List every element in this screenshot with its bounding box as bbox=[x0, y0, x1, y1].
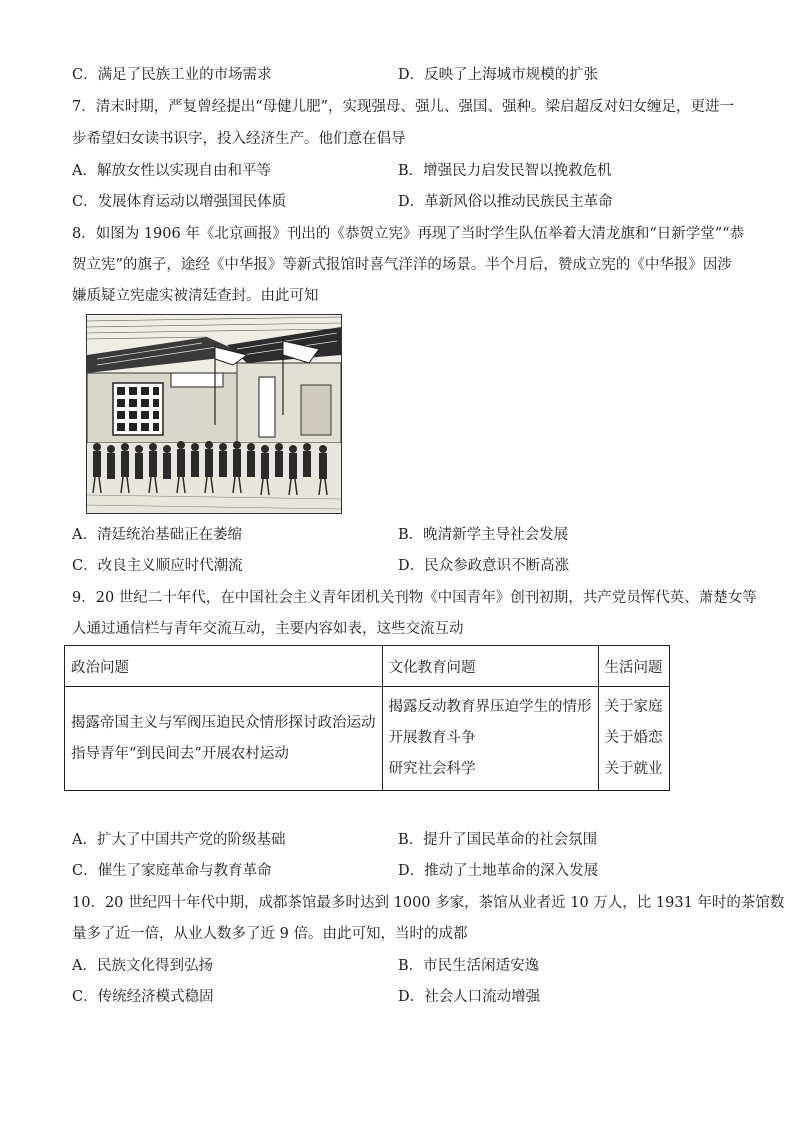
table-header-row bbox=[65, 646, 670, 687]
political-item: 揭露帝国主义与军阀压迫民众情形探讨政治运动 bbox=[71, 714, 376, 731]
q10-option-d: D．社会人口流动增强 bbox=[398, 989, 541, 1005]
q10-stem-line-1: 10．20 世纪四十年代中期，成都茶馆最多时达到 1000 多家，茶馆从业者近 10 万人，比 1931 年时的茶馆数 bbox=[72, 895, 785, 911]
table-cell-education bbox=[382, 687, 598, 791]
table-row bbox=[65, 687, 670, 791]
q9-stem-line-1: 9．20 世纪二十年代，在中国社会主义青年团机关刊物《中国青年》创刊初期，共产党员恽代英、萧楚女等 bbox=[72, 590, 757, 606]
education-item: 开展教育斗争 bbox=[388, 730, 476, 746]
historical-illustration bbox=[86, 314, 342, 514]
q10-stem-line-2: 量多了近一倍，从业人数多了近 9 倍。由此可知，当时的成都 bbox=[72, 926, 468, 942]
q9-option-b: B．提升了国民革命的社会氛围 bbox=[398, 832, 598, 848]
q7-stem-line-1: 7．清末时期，严复曾经提出“母健儿肥”，实现强母、强儿、强国、强种。梁启超反对妇女缠足，更进一 bbox=[72, 99, 735, 115]
table-header-education: 文化教育问题 bbox=[382, 646, 598, 687]
table-cell-political bbox=[65, 687, 383, 791]
table-header-political: 政治问题 bbox=[65, 646, 383, 687]
q7-stem-line-2: 步希望妇女读书识字，投入经济生产。他们意在倡导 bbox=[72, 131, 406, 147]
q6-option-d: D．反映了上海城市规模的扩张 bbox=[398, 67, 599, 83]
q8-option-c: C．改良主义顺应时代潮流 bbox=[72, 558, 243, 574]
q8-option-b: B．晚清新学主导社会发展 bbox=[398, 527, 569, 543]
q9-stem-line-2: 人通过通信栏与青年交流互动，主要内容如表，这些交流互动 bbox=[72, 621, 464, 637]
q9-table bbox=[64, 645, 670, 791]
life-item: 关于家庭 bbox=[604, 699, 663, 715]
q7-option-d: D．革新风俗以推动民族民主革命 bbox=[398, 194, 613, 210]
q8-stem-line-1: 8．如图为 1906 年《北京画报》刊出的《恭贺立宪》再现了当时学生队伍举着大清龙旗和“日新学堂”“恭 bbox=[72, 226, 745, 242]
q6-option-c: C．满足了民族工业的市场需求 bbox=[72, 67, 272, 83]
table-cell-life bbox=[598, 687, 669, 791]
q7-option-b: B．增强民力启发民智以挽救危机 bbox=[398, 163, 612, 179]
q10-option-a: A．民族文化得到弘扬 bbox=[72, 958, 213, 974]
q7-option-c: C．发展体育运动以增强国民体质 bbox=[72, 194, 287, 210]
q8-stem-line-3: 嫌质疑立宪虚实被清廷查封。由此可知 bbox=[72, 288, 319, 304]
life-item: 关于就业 bbox=[604, 761, 663, 777]
education-item: 研究社会科学 bbox=[388, 761, 476, 777]
q8-option-a: A．清廷统治基础正在萎缩 bbox=[72, 527, 242, 543]
political-item: 指导青年“到民间去”开展农村运动 bbox=[71, 745, 289, 762]
q10-option-b: B．市民生活闲适安逸 bbox=[398, 958, 540, 974]
q8-option-d: D．民众参政意识不断高涨 bbox=[398, 558, 570, 574]
procession-drawing bbox=[87, 315, 341, 513]
education-item: 揭露反动教育界压迫学生的情形 bbox=[388, 699, 592, 715]
q9-option-a: A．扩大了中国共产党的阶级基础 bbox=[72, 832, 286, 848]
q9-option-d: D．推动了土地革命的深入发展 bbox=[398, 863, 599, 879]
q7-option-a: A．解放女性以实现自由和平等 bbox=[72, 163, 271, 179]
table-header-life: 生活问题 bbox=[598, 646, 669, 687]
q10-option-c: C．传统经济模式稳固 bbox=[72, 989, 214, 1005]
q8-stem-line-2: 贺立宪”的旗子，途经《中华报》等新式报馆时喜气洋洋的场景。半个月后，赞成立宪的《中华报》因涉 bbox=[72, 257, 732, 273]
life-item: 关于婚恋 bbox=[604, 730, 663, 746]
q9-option-c: C．催生了家庭革命与教育革命 bbox=[72, 863, 272, 879]
